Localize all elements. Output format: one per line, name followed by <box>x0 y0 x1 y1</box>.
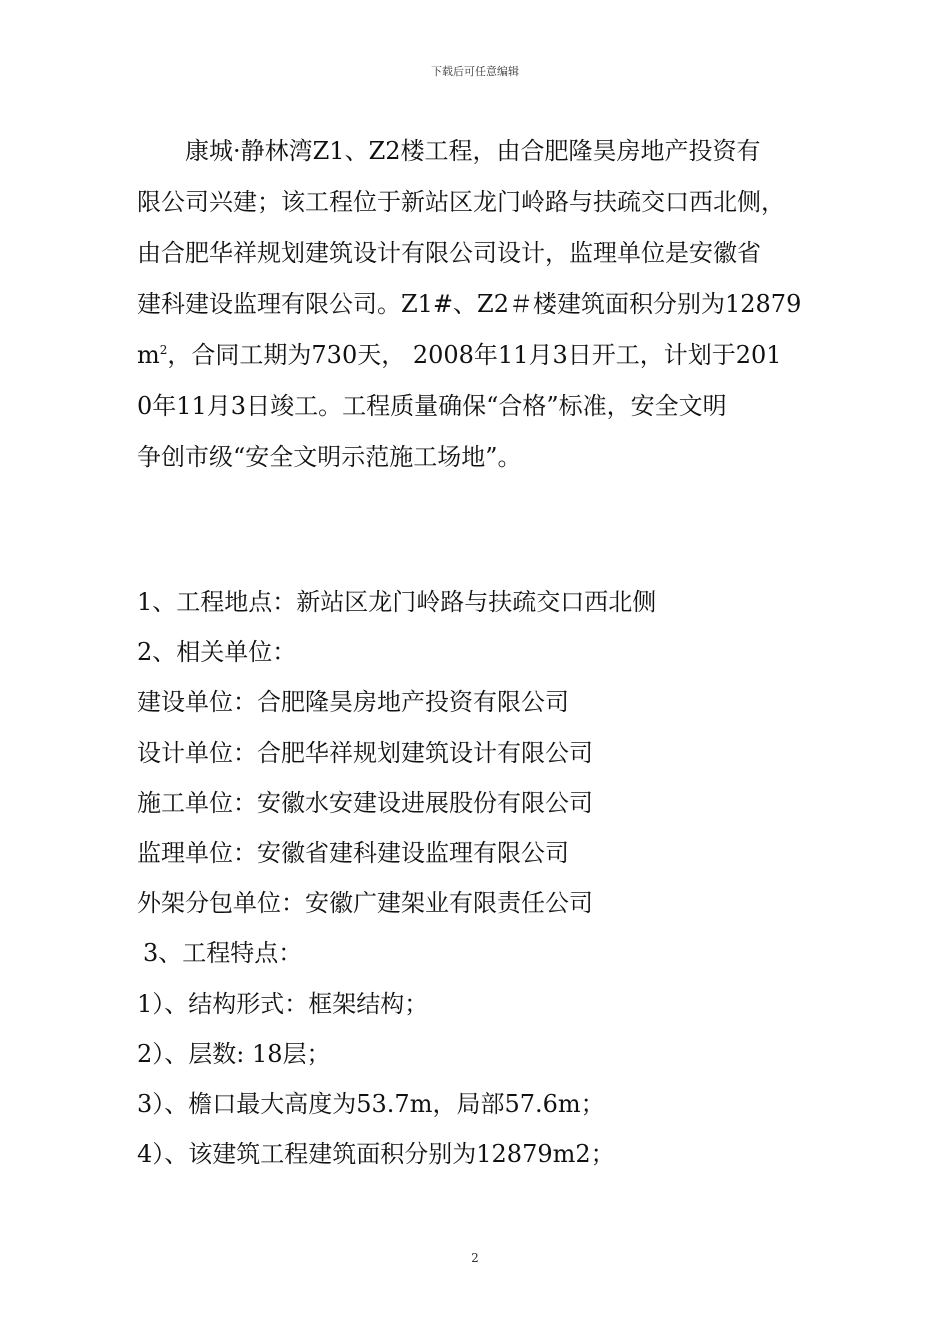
intro-line-1: 康城·静林湾Z1、Z2楼工程，由合肥隆昊房地产投资有 <box>185 137 761 165</box>
feature-floors: 2）、层数: 18层； <box>137 1039 331 1068</box>
intro-line-3: 由合肥华祥规划建筑设计有限公司设计，监理单位是安徽省 <box>137 239 761 267</box>
intro-line-5 <box>137 336 817 374</box>
intro-line-2: 限公司兴建；该工程位于新站区龙门岭路与扶疏交口西北侧， <box>137 188 785 216</box>
project-location: 1、工程地点：新站区龙门岭路与扶疏交口西北侧 <box>137 588 657 616</box>
features-heading: 3、工程特点： <box>143 939 303 968</box>
intro-line-5-text: ，合同工期为730天， 2008年11月3日开工，计划于201 <box>167 341 782 369</box>
design-unit: 设计单位：合肥华祥规划建筑设计有限公司 <box>137 738 593 767</box>
page-header-note: 下载后可任意编辑 <box>431 65 519 78</box>
intro-line-7: 争创市级“安全文明示范施工场地”。 <box>137 443 522 471</box>
intro-line-4: 建科建设监理有限公司。Z1#、Z2＃楼建筑面积分别为12879 <box>137 290 802 318</box>
builder-unit: 施工单位：安徽水安建设进展股份有限公司 <box>137 788 593 817</box>
feature-structure: 1）、结构形式：框架结构； <box>137 989 429 1018</box>
supervision-unit: 监理单位：安徽省建科建设监理有限公司 <box>137 838 569 867</box>
scaffold-subcontractor: 外架分包单位：安徽广建架业有限责任公司 <box>137 889 593 918</box>
feature-area: 4）、该建筑工程建筑面积分别为12879m2； <box>137 1140 615 1169</box>
intro-paragraph <box>137 132 817 489</box>
project-details <box>137 584 817 1186</box>
construction-unit: 建设单位：合肥隆昊房地产投资有限公司 <box>137 688 569 717</box>
feature-height: 3）、檐口最大高度为53.7m，局部57.6m； <box>137 1089 605 1118</box>
area-unit: m <box>137 341 160 369</box>
related-units-heading: 2、相关单位： <box>137 638 297 667</box>
area-unit-superscript: 2 <box>159 343 168 357</box>
intro-line-6: 0年11月3日竣工。工程质量确保“合格”标准，安全文明 <box>137 392 727 420</box>
page-number: 2 <box>471 1251 479 1265</box>
